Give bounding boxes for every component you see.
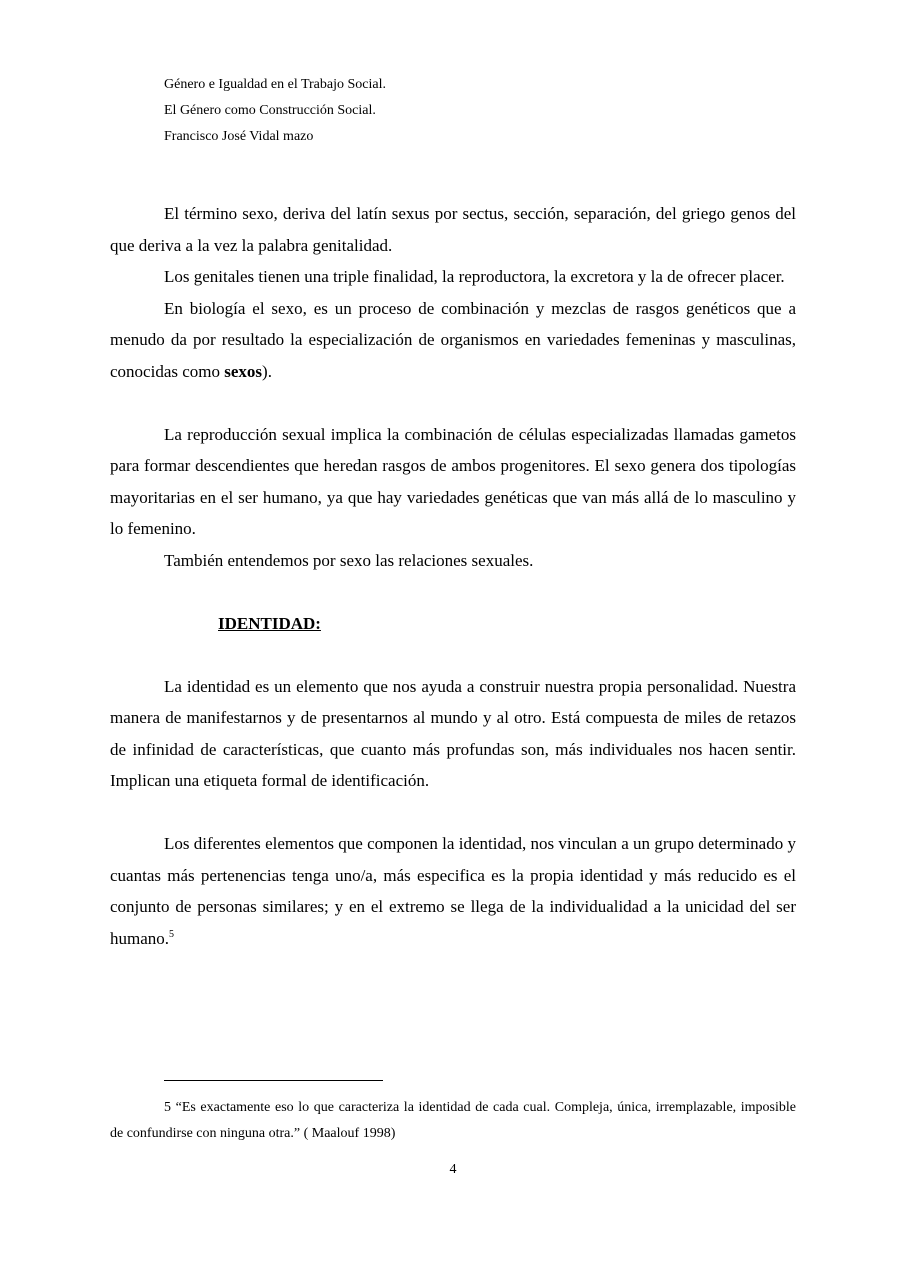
header-author: Francisco José Vidal mazo — [164, 129, 314, 144]
paragraph-reproduccion: La reproducción sexual implica la combinación de células especializadas llamadas gametos para formar descendientes que heredan rasgos de ambos progenitores. El sexo genera dos tipologías mayoritarias en el ser humano, ya que hay variedades genéticas que van más allá de lo masculino y lo femenino. — [110, 424, 796, 538]
document-body — [110, 198, 796, 954]
header-course-title: Género e Igualdad en el Trabajo Social. — [164, 77, 386, 92]
paragraph-spacer — [110, 639, 796, 671]
paragraph-genitales: Los genitales tienen una triple finalidad, la reproductora, la excretora y la de ofrecer placer. — [164, 267, 785, 286]
paragraph-elementos-text: Los diferentes elementos que componen la identidad, nos vinculan a un grupo determinado y cuantas más pertenencias tenga uno/a, más especifica es la propia identidad y más reducido es el conjunto de personas similares; y en el extremo se llega de la individualidad a la unicidad del ser humano. — [110, 834, 796, 948]
footnote-reference: 5 — [169, 928, 175, 940]
paragraph-spacer — [110, 797, 796, 829]
header-topic-title: El Género como Construcción Social. — [164, 103, 376, 118]
footnote-area — [110, 1095, 796, 1147]
page-number: 4 — [449, 1162, 457, 1177]
paragraph-sexo-etimologia: El término sexo, deriva del latín sexus por sectus, sección, separación, del griego genos del que deriva a la vez la palabra genitalidad. — [110, 204, 796, 255]
paragraph-biologia — [110, 293, 796, 388]
paragraph-spacer — [110, 576, 796, 608]
paragraph-biologia-end: ). — [262, 361, 272, 381]
footnote-separator — [164, 1080, 383, 1081]
footnote-5: 5 “Es exactamente eso lo que caracteriza la identidad de cada cual. Compleja, única, irremplazable, imposible de confundirse con ninguna otra.” ( Maalouf 1998) — [110, 1100, 796, 1141]
paragraph-relaciones: También entendemos por sexo las relaciones sexuales. — [164, 550, 534, 570]
section-heading-identidad: IDENTIDAD: — [218, 613, 321, 633]
document-header — [164, 72, 386, 150]
paragraph-spacer — [110, 387, 796, 419]
paragraph-biologia-text: En biología el sexo, es un proceso de combinación y mezclas de rasgos genéticos que a menudo da por resultado la especialización de organismos en variedades femeninas y masculinas, conocidas como — [110, 298, 796, 381]
paragraph-identidad: La identidad es un elemento que nos ayuda a construir nuestra propia personalidad. Nuestra manera de manifestarnos y de presentarnos al mundo y al otro. Está compuesta de miles de retazos de infinidad de características, que cuanto más profundas son, más individuales nos hacen sentir. Implican una etiqueta formal de identificación. — [110, 676, 796, 790]
bold-term-sexos: sexos — [224, 361, 263, 381]
paragraph-elementos-identidad — [110, 828, 796, 954]
